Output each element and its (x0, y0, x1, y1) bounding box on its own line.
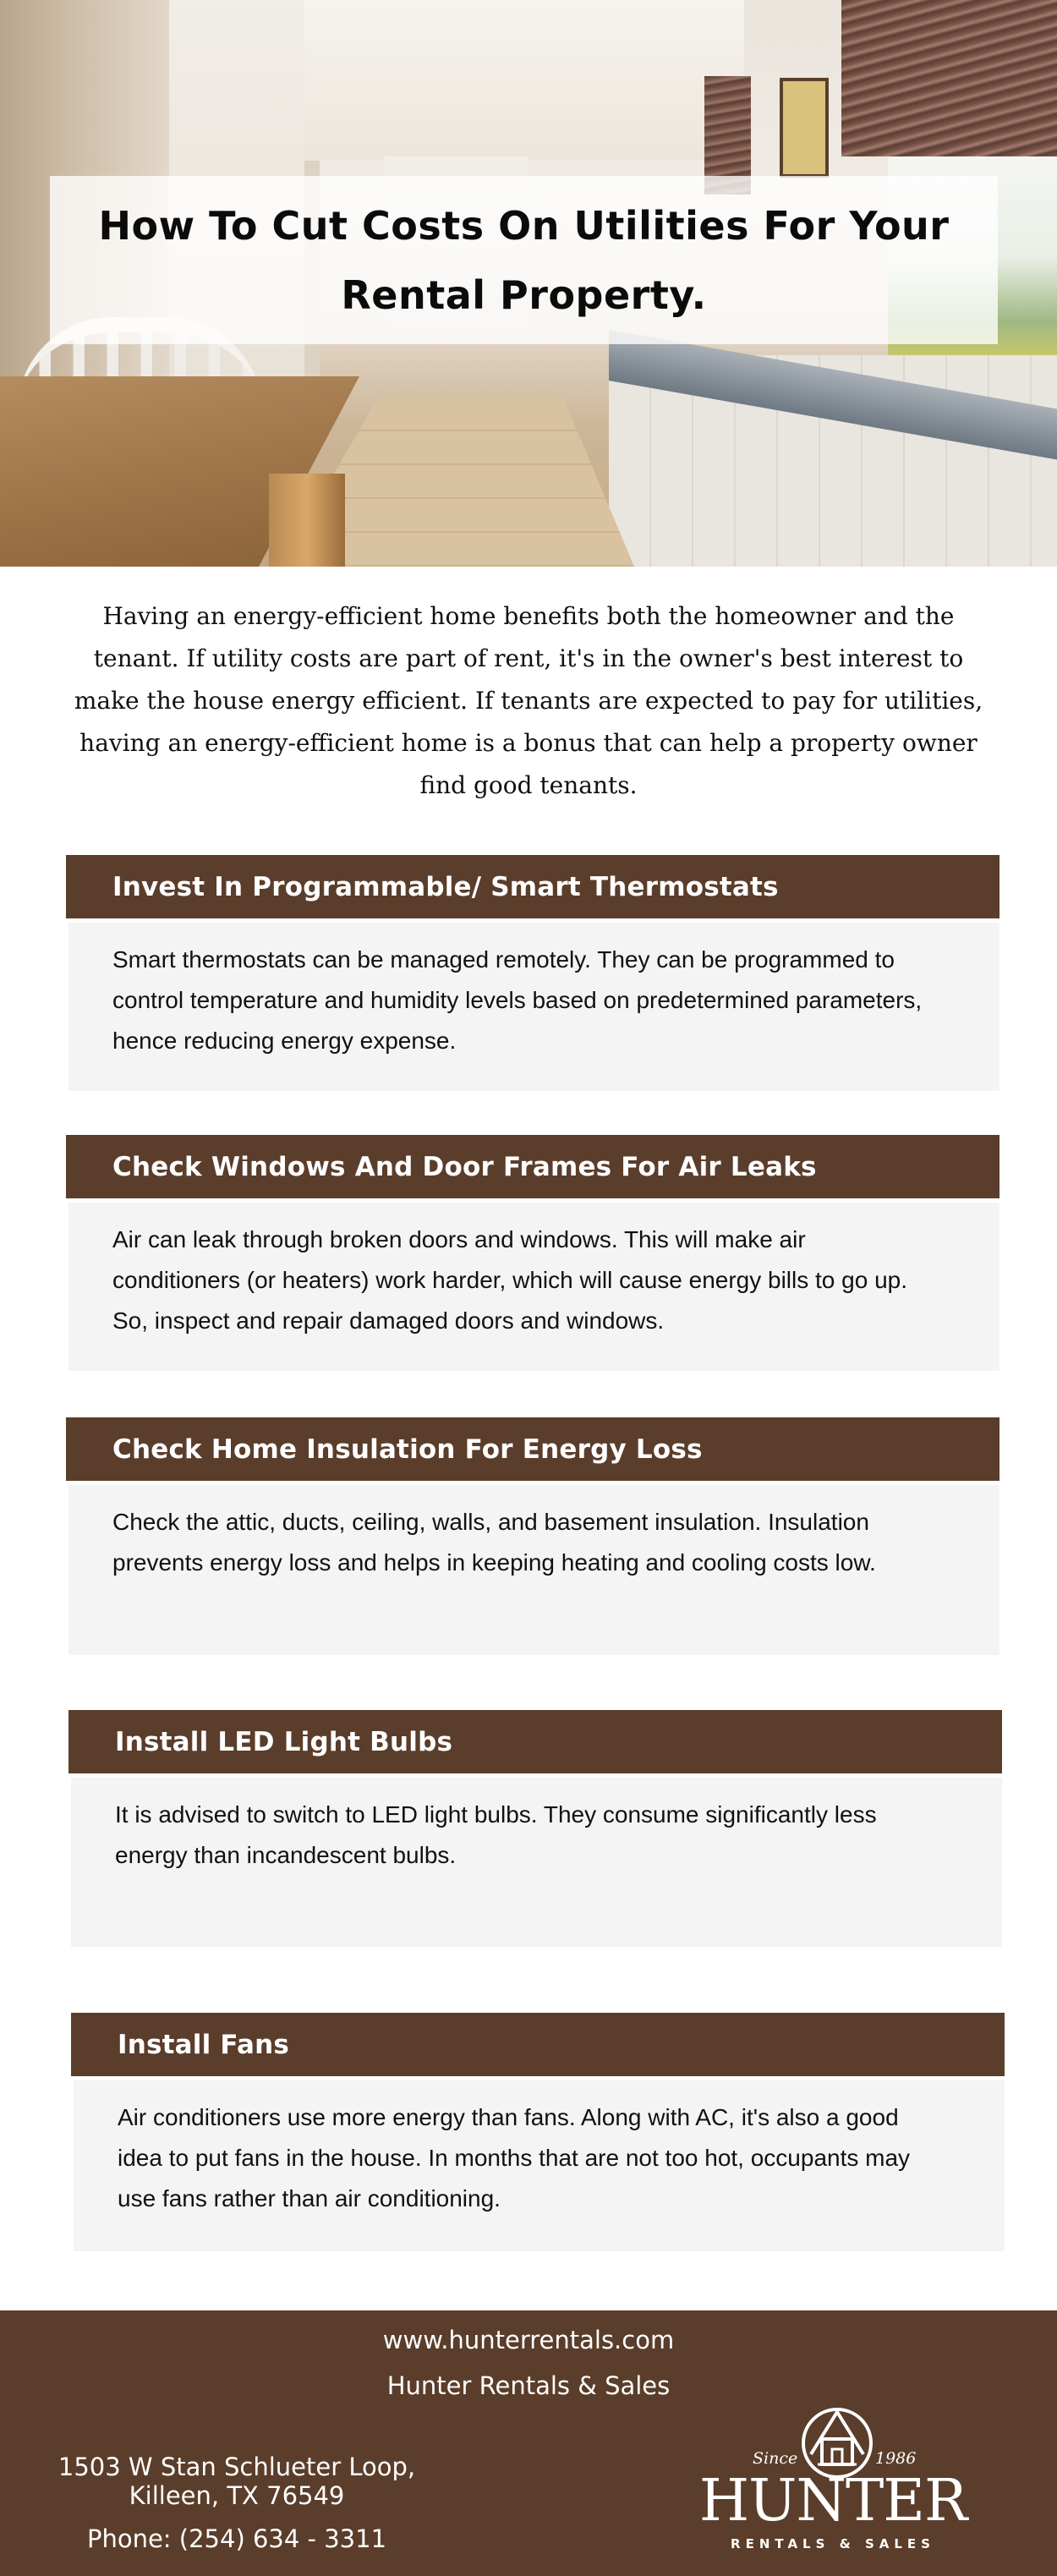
tip-heading: Check Windows And Door Frames For Air Leaks (112, 1151, 817, 1182)
tip-body: Check the attic, ducts, ceiling, walls, and basement insulation. Insulation prevents energy loss and helps in keeping heating and cooling costs low. (112, 1509, 876, 1576)
tip-card-body (68, 1485, 999, 1655)
phone-number[interactable]: Phone: (254) 634 - 3311 (86, 2524, 387, 2553)
tip-card-body (71, 1778, 1002, 1947)
hunter-logo (693, 2405, 972, 2566)
hero-blinds (841, 0, 1057, 156)
logo-brand: HUNTER (698, 2468, 967, 2535)
address-line-1: 1503 W Stan Schlueter Loop, (58, 2453, 416, 2481)
tip-card-header (68, 1710, 1002, 1773)
tip-card-thermostats (66, 855, 999, 1091)
title-overlay (50, 176, 998, 344)
tip-card-insulation (66, 1417, 999, 1655)
tip-card-fans (71, 2013, 1005, 2251)
page-title: How To Cut Costs On Utilities For Your Rental Property. (98, 202, 950, 318)
tip-card-header (71, 2013, 1005, 2076)
hero-ceiling (304, 0, 744, 161)
address (25, 2453, 448, 2510)
tip-card-header (66, 1417, 999, 1481)
tip-card-led-bulbs (68, 1710, 1002, 1947)
hero-table-leg (269, 474, 345, 567)
tip-heading: Install LED Light Bulbs (115, 1726, 453, 1757)
hero-image (0, 0, 1057, 567)
tip-body: Smart thermostats can be managed remotely. They can be programmed to control temperature and humidity levels based on predetermined parameters, hence reducing energy expense. (112, 946, 923, 1054)
tip-heading: Check Home Insulation For Energy Loss (112, 1433, 703, 1465)
tip-card-header (66, 855, 999, 918)
footer (0, 2310, 1057, 2576)
tip-body: Air conditioners use more energy than fans. Along with AC, it's also a good idea to put fans in the house. In months that are not too hot, occupants may use fans rather than air conditioning. (118, 2104, 911, 2212)
tip-card-body (68, 1203, 999, 1371)
tip-card-air-leaks (66, 1135, 999, 1371)
intro-paragraph: Having an energy-efficient home benefits both the homeowner and the tenant. If utility costs are part of rent, it's in the owner's best interest to make the house energy efficient. If tenants are expected to pay for utilities, having an energy-efficient home is a bonus that can help a property owner find good tenants. (74, 602, 983, 799)
tip-heading: Install Fans (118, 2029, 290, 2060)
logo-year: 1986 (875, 2449, 917, 2468)
tip-card-body (74, 2080, 1005, 2251)
website-link[interactable]: www.hunterrentals.com (382, 2326, 675, 2354)
company-name: Hunter Rentals & Sales (386, 2371, 671, 2400)
tip-card-header (66, 1135, 999, 1198)
logo-since: Since (753, 2449, 798, 2468)
tip-body: Air can leak through broken doors and windows. This will make air conditioners (or heaters) work harder, which will cause energy bills to go up. So, inspect and repair damaged doors and windows. (112, 1226, 908, 1334)
address-line-2: Killeen, TX 76549 (129, 2481, 345, 2510)
hero-poster (780, 78, 829, 178)
tip-card-body (68, 923, 999, 1091)
tip-body: It is advised to switch to LED light bulbs. They consume significantly less energy than incandescent bulbs. (115, 1801, 877, 1868)
logo-tagline: RENTALS & SALES (731, 2536, 935, 2551)
tip-heading: Invest In Programmable/ Smart Thermostats (112, 871, 779, 902)
